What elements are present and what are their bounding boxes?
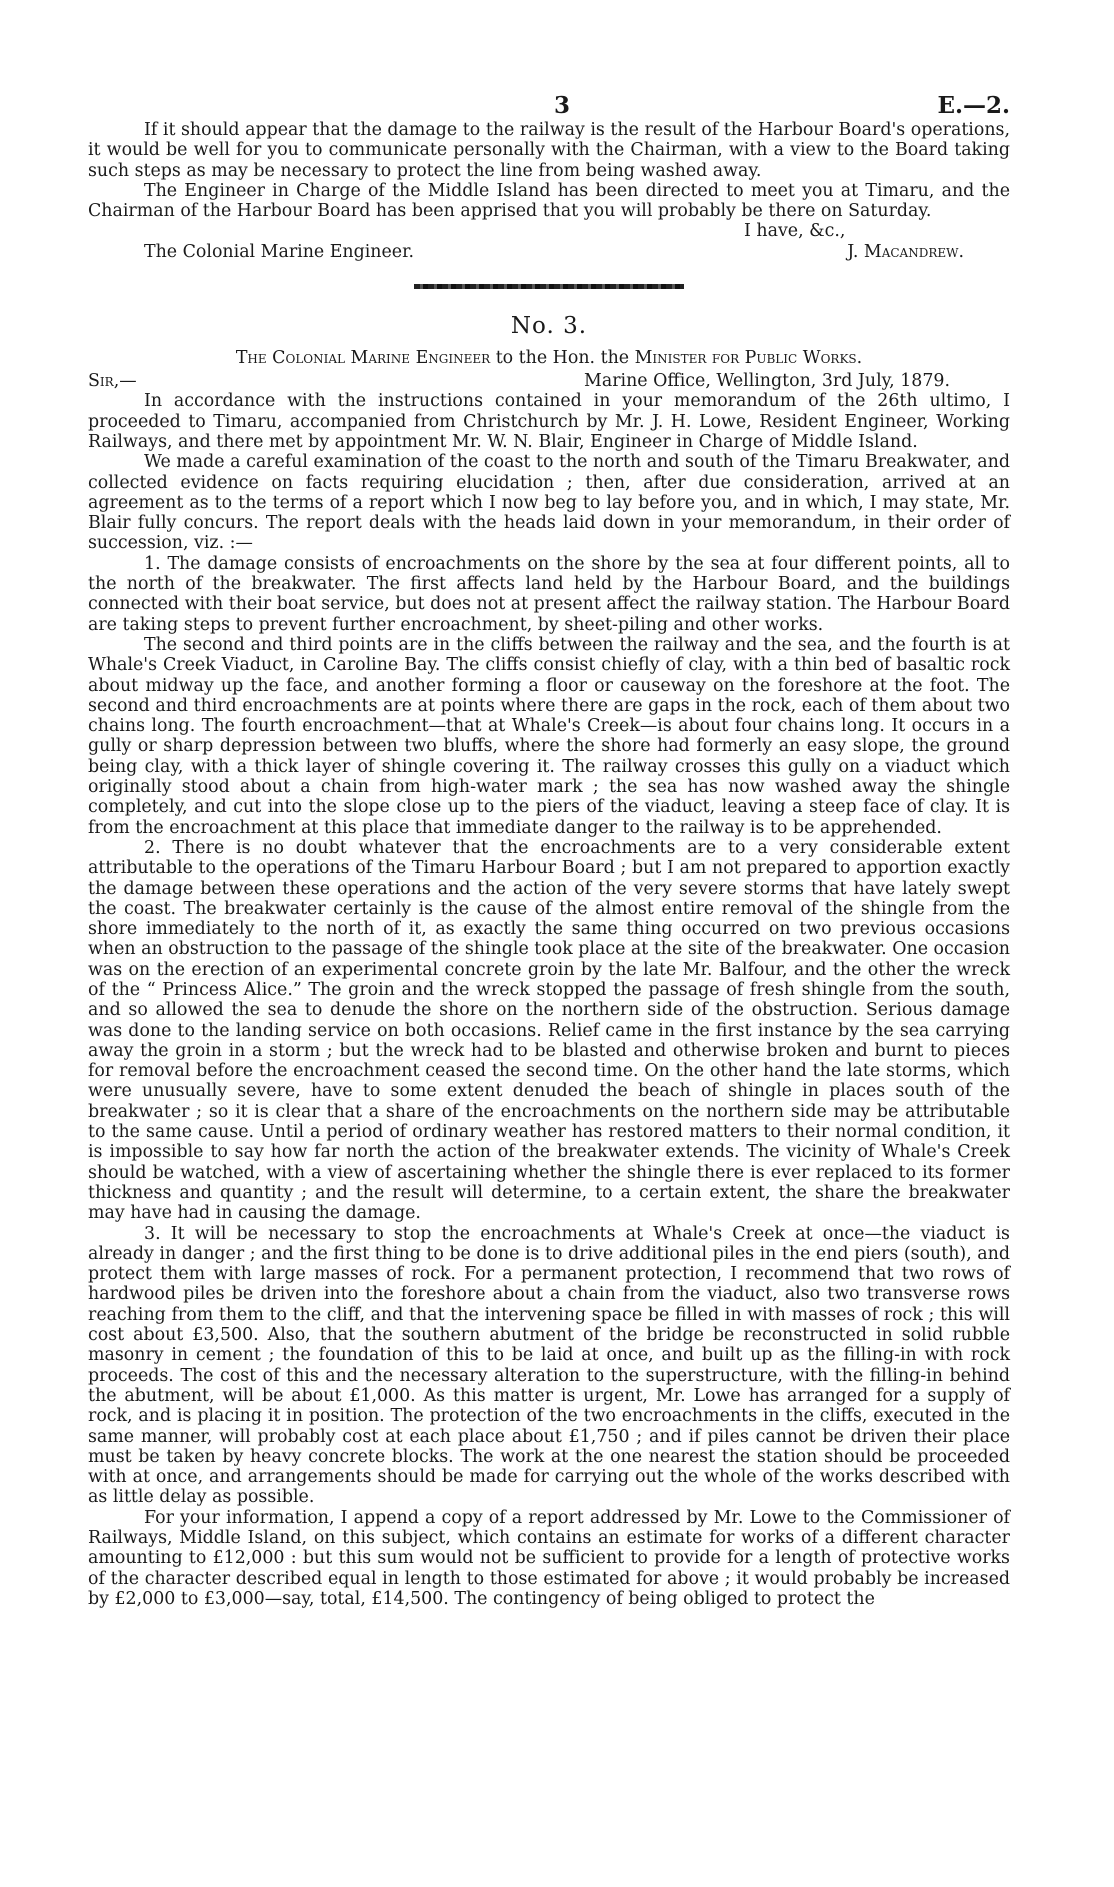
body-paragraph: For your information, I append a copy of a report addressed by Mr. Lowe to the Commissioner of Railways, Middle Island, on this subject, which contains an estimate for works of a different character amounting to £12,000 : but this sum would not be sufficient to provide for a length of protective works of the character described equal in length to those estimated for above ; it would probably be increased by £2,000 to £3,000—say, total, £14,500. The contingency of being obliged to protect the xyxy=(88,1507,1010,1609)
body-paragraph: The second and third points are in the cliffs between the railway and the sea, and the fourth is at Whale's Creek Viaduct, in Caroline Bay. The cliffs consist chiefly of clay, with a thin bed of basaltic rock about midway up the face, and another forming a floor or causeway on the foreshore at the foot. The second and third encroachments are at points where there are gaps in the rock, each of them about two chains long. The fourth encroachment—that at Whale's Creek—is about four chains long. It occurs in a gully or sharp depression between two bluffs, where the shore had formerly an easy slope, the ground being clay, with a thick layer of shingle covering it. The railway crosses this gully on a viaduct which originally stood about a chain from high-water mark ; the sea has now washed away the shingle completely, and cut into the slope close up to the piers of the viaduct, leaving a steep face of clay. It is from the encroachment at this place that immediate danger to the railway is to be apprehended. xyxy=(88,634,1010,838)
body-paragraph: 1. The damage consists of encroachments on the shore by the sea at four different points, all to the north of the breakwater. The first affects land held by the Harbour Board, and the buildings connected with their boat service, but does not at present affect the railway station. The Harbour Board are taking steps to prevent further encroachment, by sheet-piling and other works. xyxy=(88,553,1010,635)
addressee: The Colonial Marine Engineer. xyxy=(144,241,415,262)
address-date: Marine Office, Wellington, 3rd July, 1879. xyxy=(584,371,950,392)
salutation-line xyxy=(88,371,1010,391)
body-paragraph: 2. There is no doubt whatever that the encroachments are to a very considerable extent attributable to the operations of the Timaru Harbour Board ; but I am not prepared to apportion exactly the damage between these operations and the action of the very severe storms that have lately swept the coast. The breakwater certainly is the cause of the almost entire removal of the shingle from the shore immediately to the north of it, as exactly the same thing occurred on two previous occasions when an obstruction to the passage of the shingle took place at the site of the breakwater. One occasion was on the erection of an experimental concrete groin by the late Mr. Balfour, and the other the wreck of the “ Princess Alice.” The groin and the wreck stopped the passage of fresh shingle from the south, and so allowed the sea to denude the shore on the northern side of the obstruction. Serious damage was done to the landing service on both occasions. Relief came in the first instance by the sea carrying away the groin in a storm ; but the wreck had to be blasted and otherwise broken and burnt to pieces for removal before the encroachment ceased the second time. On the other hand the late storms, which were unusually severe, have to some extent denuded the beach of shingle in places south of the breakwater ; so it is clear that a share of the encroachments on the northern side may be attributable to the same cause. Until a period of ordinary weather has restored matters to their normal condition, it is impossible to say how far north the action of the breakwater extends. The vicinity of Whale's Creek should be watched, with a view of ascertaining whether the shingle there is ever replaced to its former thickness and quantity ; and the result will determine, to a certain extent, the share the breakwater may have had in causing the damage. xyxy=(88,837,1010,1224)
heading-from: The Colonial Marine Engineer xyxy=(235,348,491,369)
closing-have: I have, &c., xyxy=(744,221,846,242)
signature: J. Macandrew. xyxy=(847,241,964,262)
heading-to-text: to the Hon. the xyxy=(495,348,630,369)
page-header xyxy=(88,0,1010,120)
document-page xyxy=(88,0,1010,1609)
intro-paragraph: The Engineer in Charge of the Middle Island has been directed to meet you at Timaru, and the Chairman of the Harbour Board has been apprised that you will probably be there on Saturday. xyxy=(88,180,1010,222)
closing-line xyxy=(88,242,1010,262)
body-paragraph: 3. It will be necessary to stop the encroachments at Whale's Creek at once—the viaduct is already in danger ; and the first thing to be done is to drive additional piles in the end piers (south), and protect them with large masses of rock. For a permanent protection, I recommend that two rows of hardwood piles be driven into the foreshore about a chain from the viaduct, also two transverse rows reaching from them to the cliff, and that the intervening space be filled in with masses of rock ; this will cost about £3,500. Also, that the southern abutment of the bridge be reconstructed in solid rubble masonry in cement ; the foundation of this to be laid at once, and built up as the filling-in with rock proceeds. The cost of this and the necessary alteration to the superstructure, with the filling-in behind the abutment, will be about £1,000. As this matter is urgent, Mr. Lowe has arranged for a supply of rock, and is placing it in position. The protection of the two encroachments in the cliffs, executed in the same manner, will probably cost at each place about £1,750 ; and if piles cannot be driven their place must be taken by heavy concrete blocks. The work at the one nearest the station should be proceeded with at once, and arrangements should be made for carrying out the whole of the works described with as little delay as possible. xyxy=(88,1223,1010,1508)
body-paragraph: In accordance with the instructions contained in your memorandum of the 26th ultimo, I proceeded to Timaru, accompanied from Christchurch by Mr. J. H. Lowe, Resident Engineer, Working Railways, and there met by appointment Mr. W. N. Blair, Engineer in Charge of Middle Island. xyxy=(88,391,1010,452)
body-paragraph: We made a careful examination of the coast to the north and south of the Timaru Breakwater, and collected evidence on facts requiring elucidation ; then, after due consideration, arrived at an agreement as to the terms of a report which I now beg to lay before you, and in which, I may state, Mr. Blair fully concurs. The report deals with the heads laid down in your memorandum, in their order of succession, viz. :— xyxy=(88,452,1010,554)
document-number: No. 3. xyxy=(510,313,588,340)
series-code: E.—2. xyxy=(937,92,1010,119)
heading-to: Minister for Public Works. xyxy=(634,348,863,369)
salutation: Sir,— xyxy=(88,371,137,392)
page-number: 3 xyxy=(554,92,571,119)
intro-paragraph: If it should appear that the damage to the railway is the result of the Harbour Board's operations, it would be well for you to communicate personally with the Chairman, with a view to the Board taking such steps as may be necessary to protect the line from being washed away. xyxy=(88,120,1010,181)
letter-heading xyxy=(88,347,1010,369)
section-divider xyxy=(414,284,684,289)
